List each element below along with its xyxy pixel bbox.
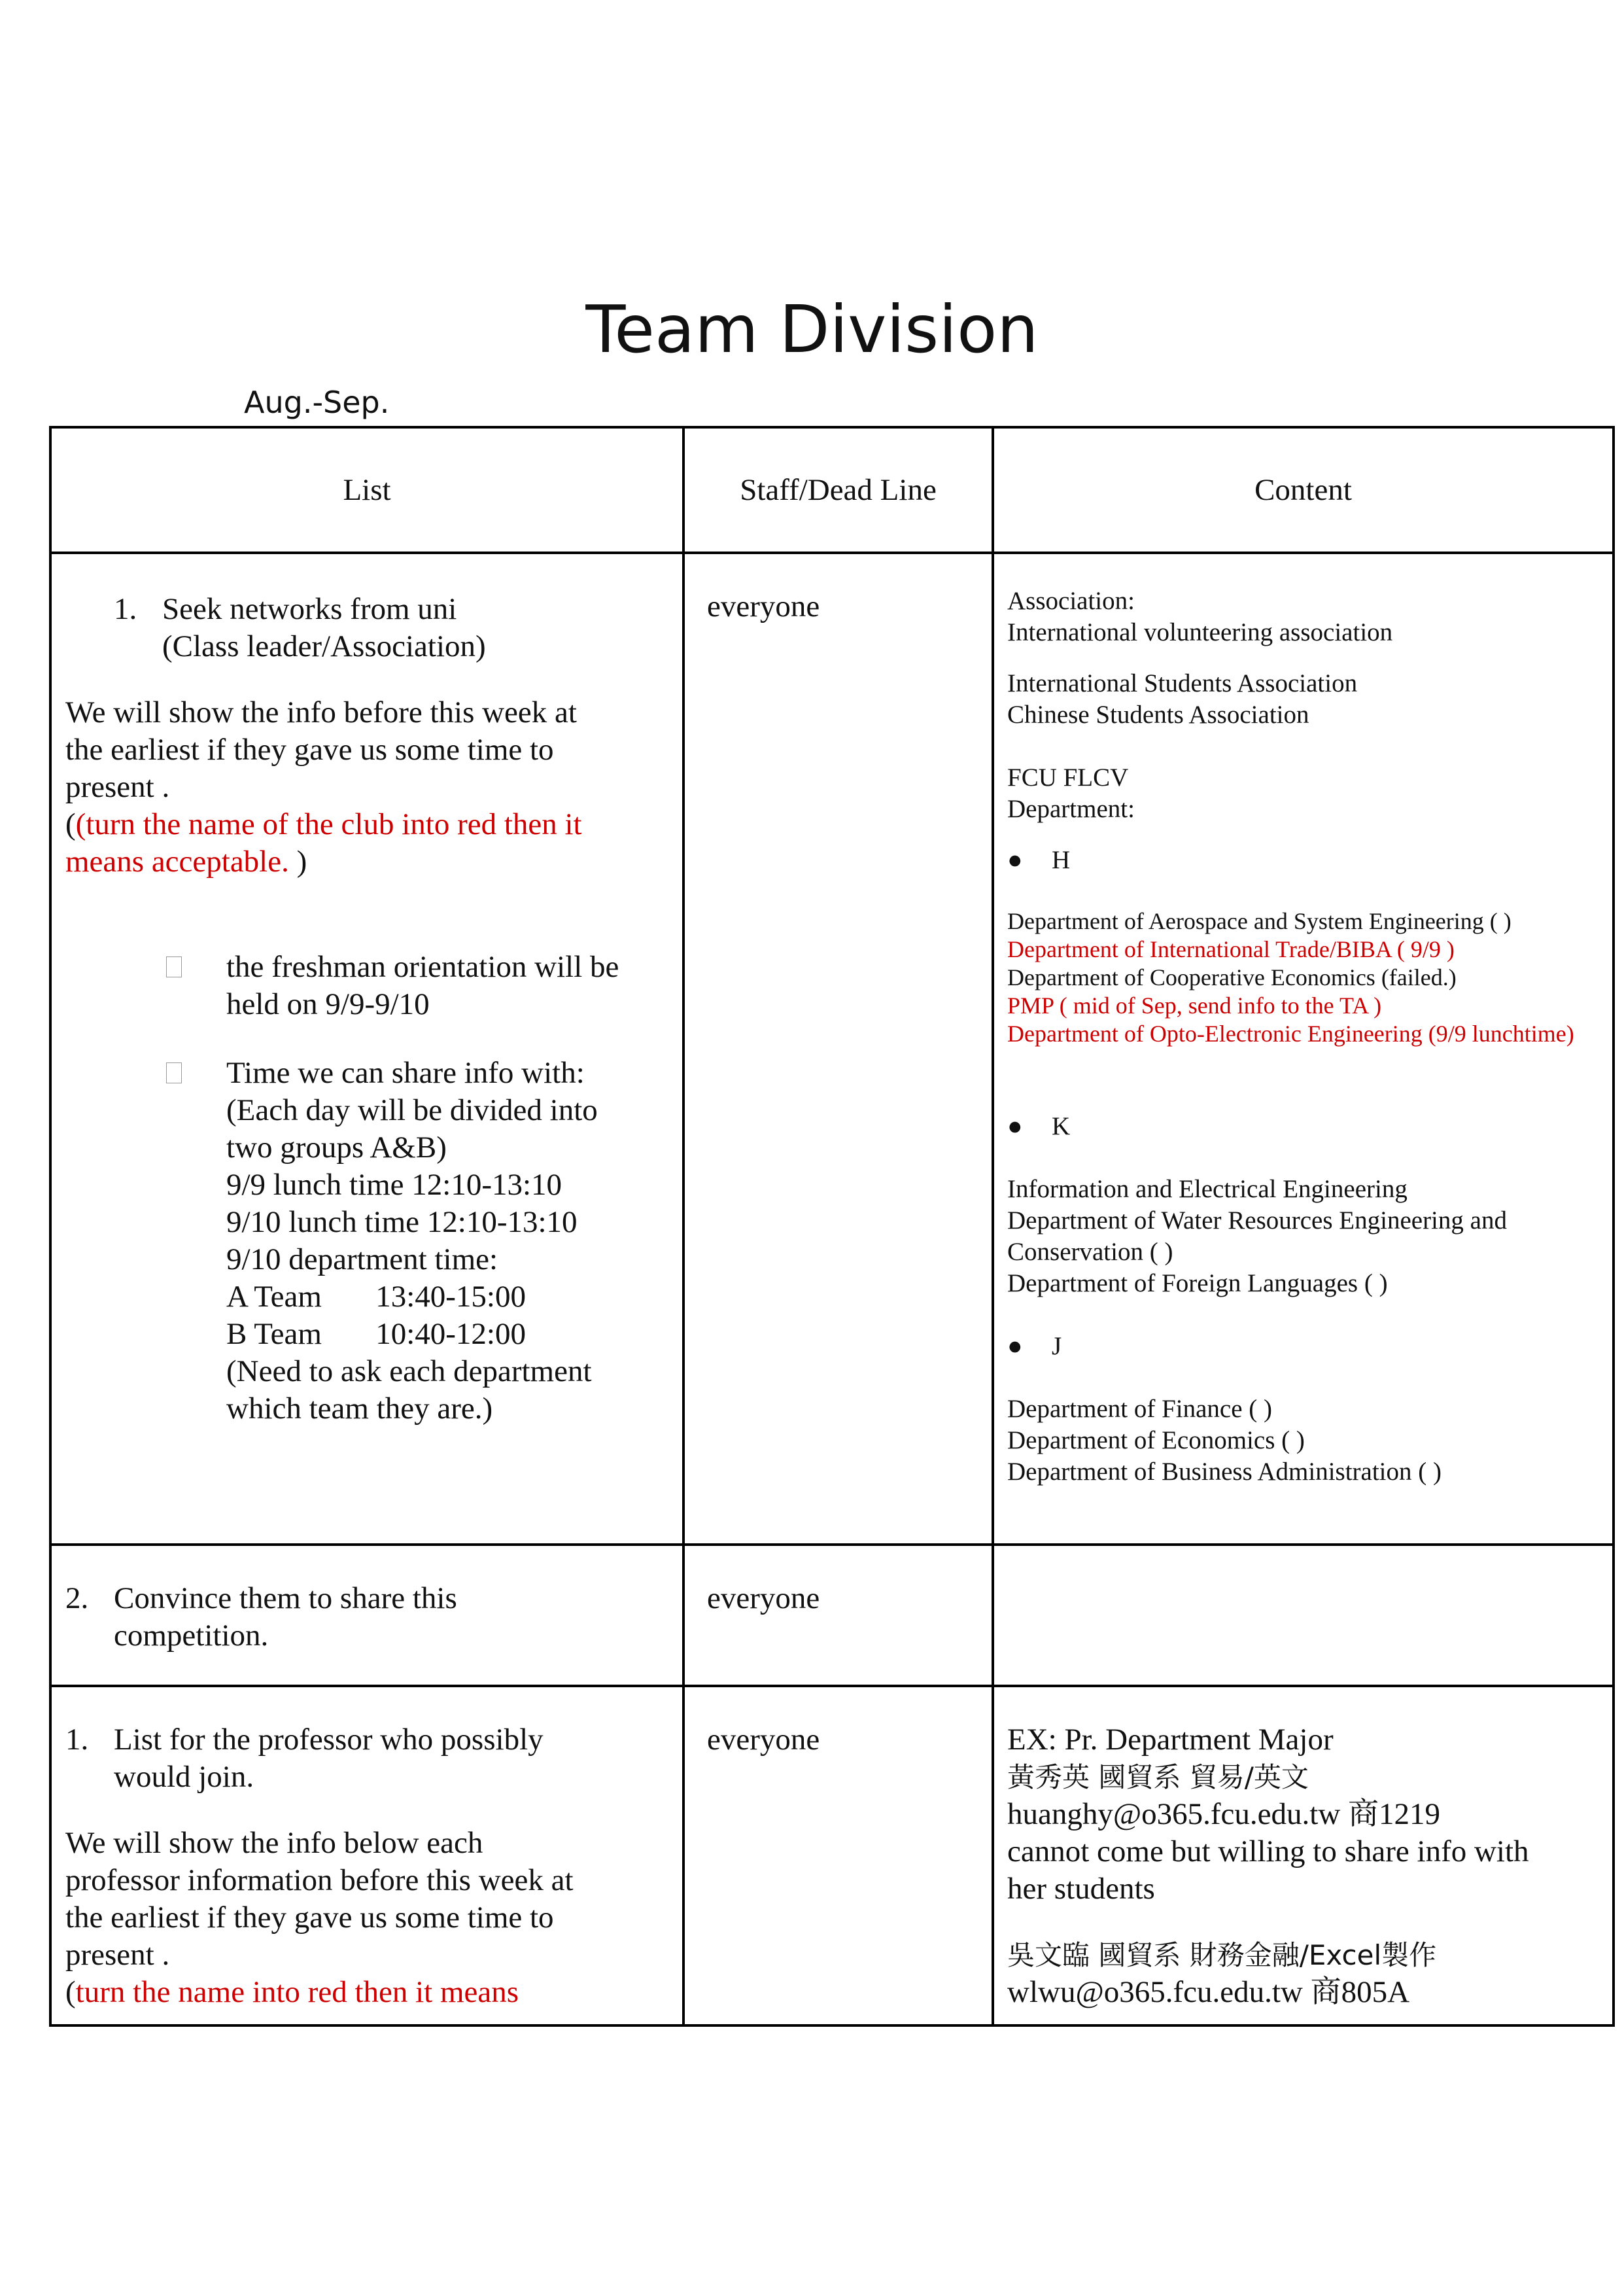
list-number: 1. <box>65 1723 89 1757</box>
acceptance-note: turn the name into red then it means <box>75 1975 519 2009</box>
column-header-content: Content <box>993 427 1614 553</box>
checkbox-icon <box>166 956 182 977</box>
content-cell: Association: International volunteering association International Students Association Chinese Students Association FCU FLCV Department: ● H Department of Aerospace and System Engineering ( ) Department of International Trade/BIBA ( 9/9 ) Department of Cooperative Economics (failed.) PMP ( mid of Sep, send info to the TA ) Department of Opto-Electronic Engineering (9/9 lunchtime) ● K Information and Electrical Engineering Department of Water Resources Engineering and Conservation ( ) Department of Foreign Languages ( ) ● J Department of Finance ( ) Department of Economics ( ) Department of Business Administration ( ) <box>993 553 1614 1545</box>
column-header-list: List <box>50 427 683 553</box>
list-item <box>114 591 656 665</box>
period-label: Aug.-Sep. <box>244 385 390 420</box>
table-row <box>50 1686 1614 2025</box>
list-cell <box>50 553 683 1545</box>
team-division-table <box>49 426 1615 2027</box>
staff-cell: everyone <box>683 1545 993 1686</box>
table-row <box>50 553 1614 1545</box>
bullet-icon: ● <box>1007 1332 1023 1360</box>
table-row <box>50 1545 1614 1686</box>
list-heading: Seek networks from uni (Class leader/Association) <box>162 592 486 663</box>
list-note: We will show the info before this week at the earliest if they gave us some time to present . ((turn the name of the club into red then it means acceptable. ) <box>65 695 582 879</box>
bullet-icon: ● <box>1007 1112 1023 1140</box>
sub-item-text: the freshman orientation will be held on 9/9-9/10 <box>226 950 619 1021</box>
list-heading: List for the professor who possibly would join. <box>114 1723 544 1794</box>
list-cell <box>50 1545 683 1686</box>
list-number: 2. <box>65 1581 89 1615</box>
checkbox-icon <box>166 1062 182 1083</box>
list-heading: Convince them to share this competition. <box>114 1581 457 1653</box>
staff-cell: everyone <box>683 553 993 1545</box>
list-item <box>65 1580 656 1655</box>
page-title: Team Division <box>585 291 1039 368</box>
group-h: ● H <box>1007 845 1599 876</box>
sub-item-schedule <box>166 1055 656 1428</box>
list-item <box>65 1721 656 1796</box>
bullet-icon: ● <box>1007 846 1023 874</box>
content-cell: EX: Pr. Department Major 黃秀英 國貿系 貿易/英文 huanghy@o365.fcu.edu.tw 商1219 cannot come but willing to share info with her students 吳文臨 國貿系 財務金融/Excel製作 wlwu@o365.fcu.edu.tw 商805A <box>993 1686 1614 2025</box>
column-header-staff: Staff/Dead Line <box>683 427 993 553</box>
acceptance-note: ((turn the name of the club into red then it means acceptable. <box>65 807 582 879</box>
list-number: 1. <box>114 592 137 626</box>
group-j: ● J <box>1007 1331 1599 1362</box>
group-k: ● K <box>1007 1111 1599 1142</box>
sub-item-text: Time we can share info with: (Each day will be divided into two groups A&B) 9/9 lunch time 12:10-13:10 9/10 lunch time 12:10-13:10 9/10 department time: A Team 13:40-15:00 B Team 10:40-12:00 (Need to ask each department which team they are.) <box>226 1056 598 1426</box>
staff-cell: everyone <box>683 1686 993 2025</box>
content-cell <box>993 1545 1614 1686</box>
list-cell <box>50 1686 683 2025</box>
header-row <box>50 427 1614 553</box>
sub-item-orientation <box>166 949 656 1023</box>
list-note: We will show the info below each professor information before this week at the earliest if they gave us some time to present . (turn the name into red then it means <box>65 1826 574 2009</box>
